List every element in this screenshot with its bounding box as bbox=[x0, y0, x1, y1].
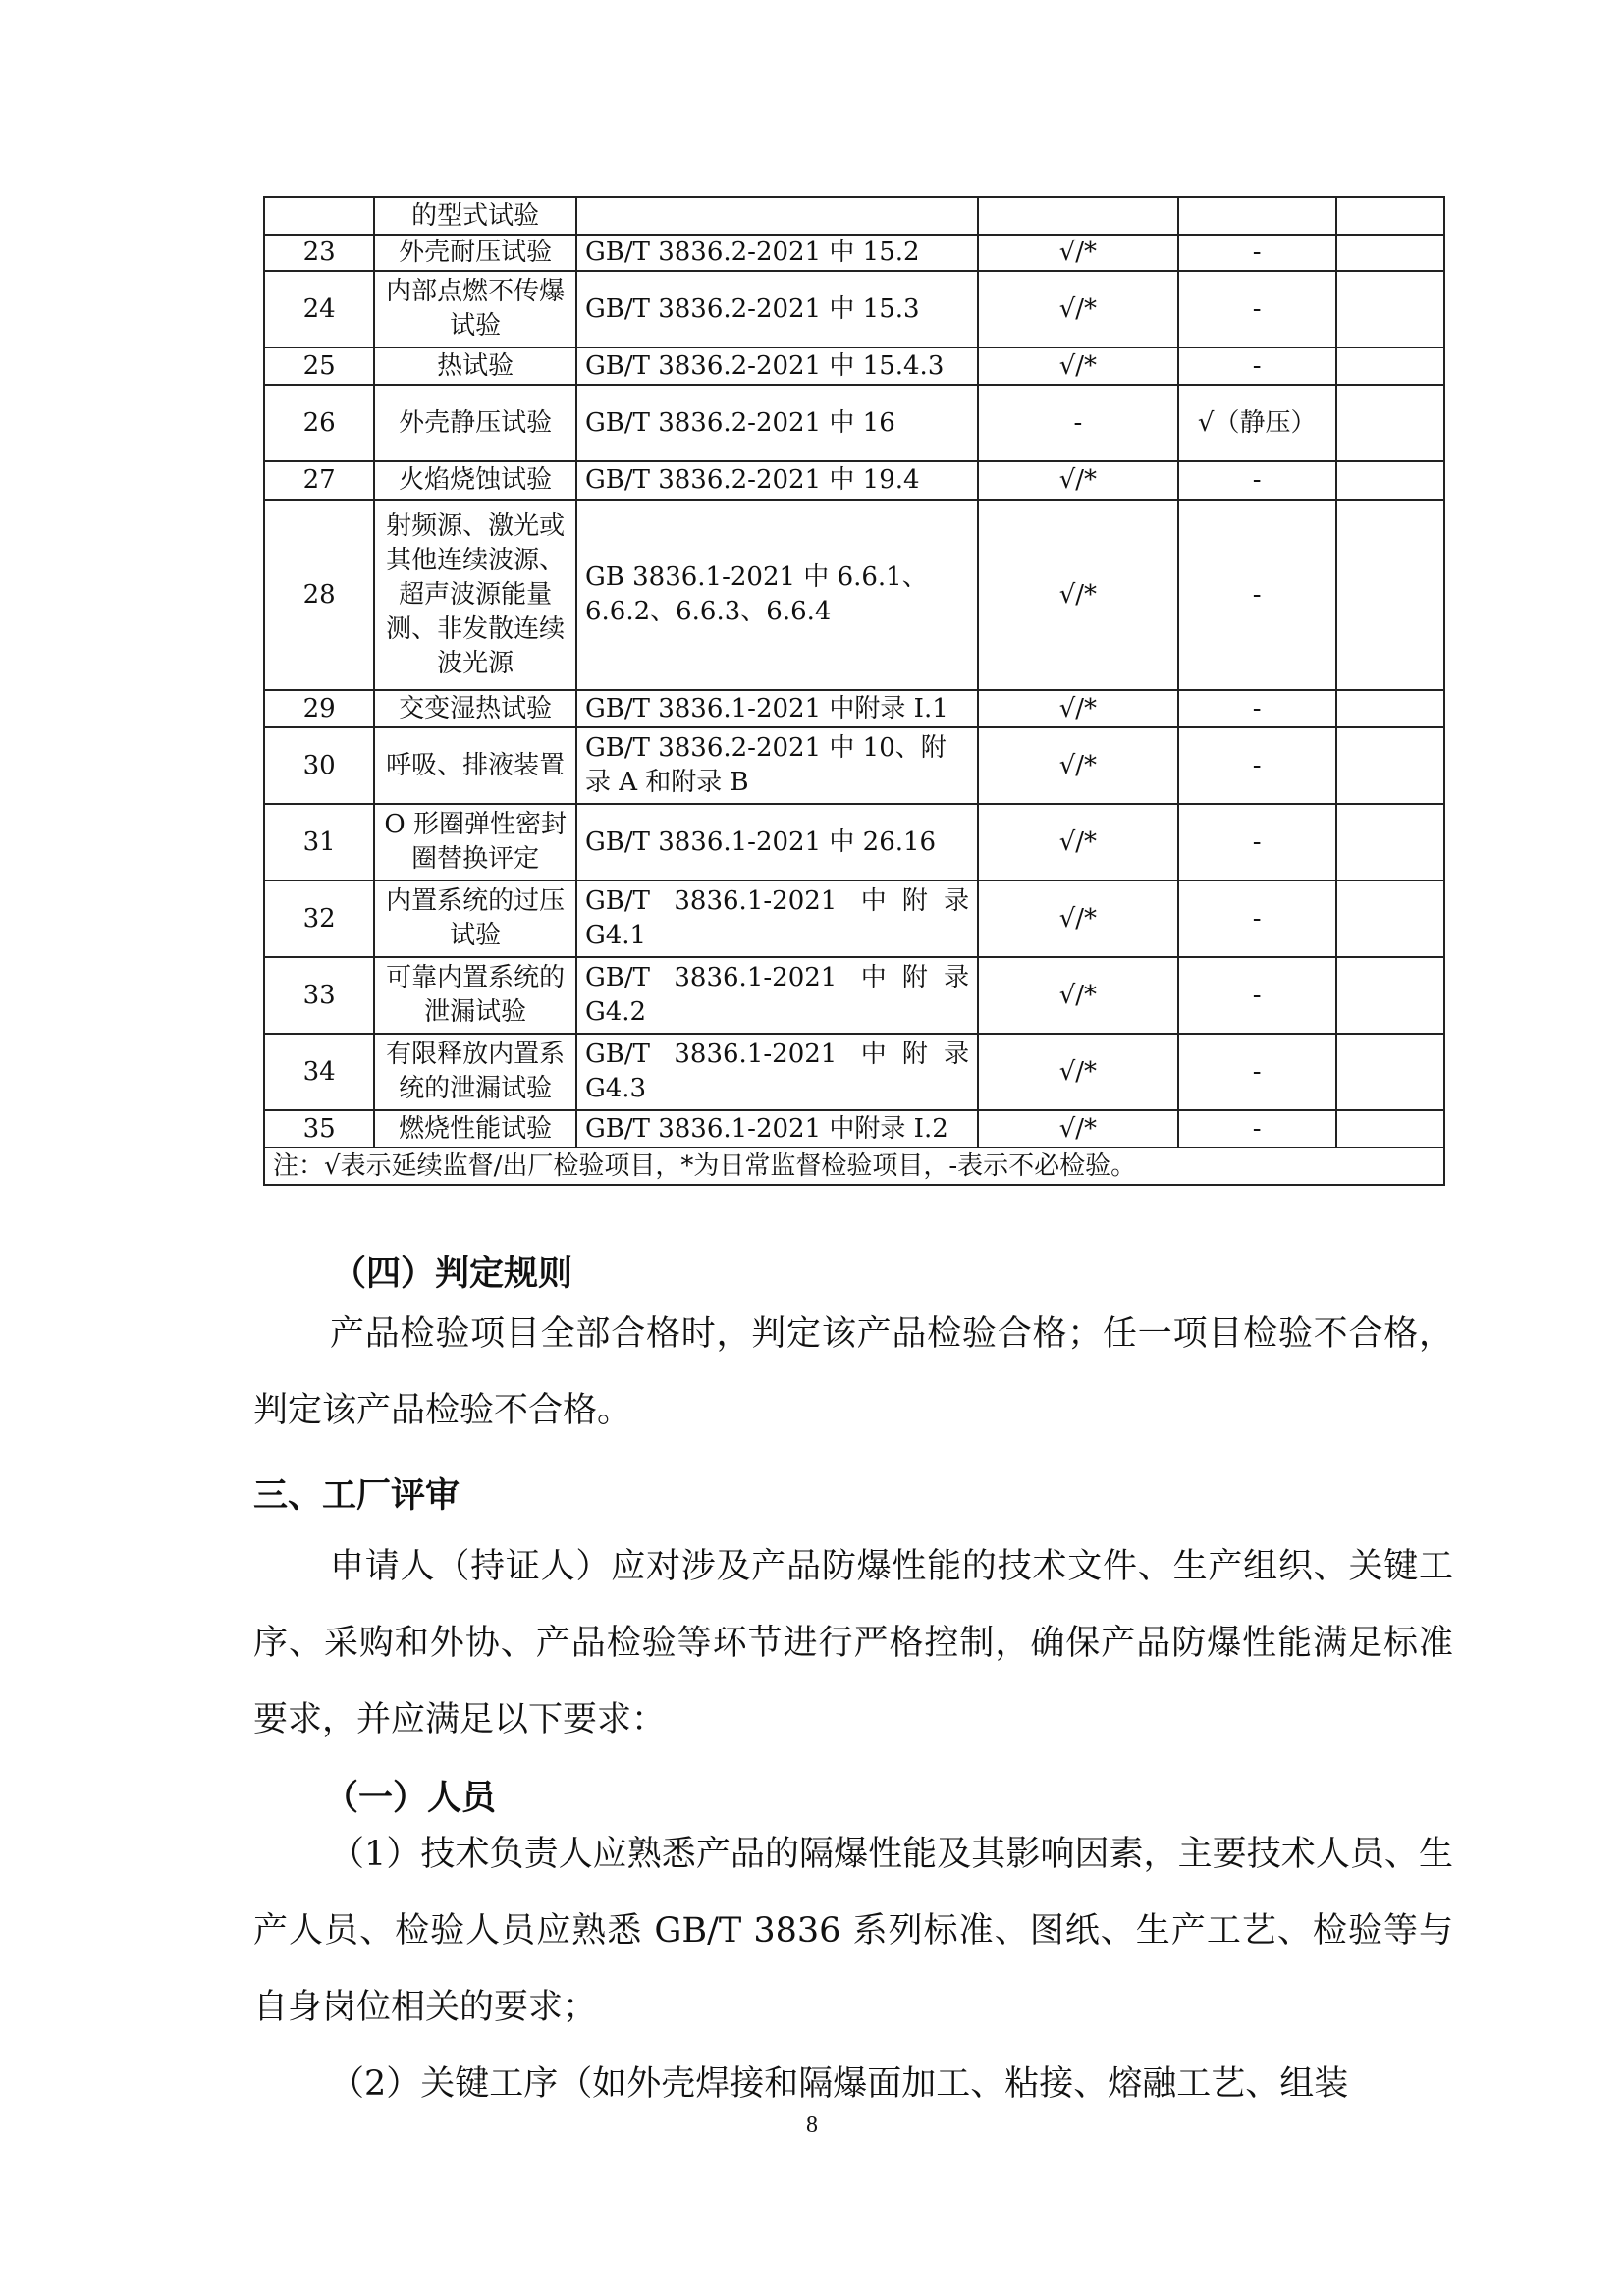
row-number: 32 bbox=[264, 881, 374, 957]
supervision-mark: √/* bbox=[978, 271, 1178, 347]
table-note: 注：√表示延续监督/出厂检验项目，*为日常监督检验项目，-表示不必检验。 bbox=[264, 1148, 1444, 1185]
test-item: 可靠内置系统的泄漏试验 bbox=[374, 957, 576, 1034]
static-pressure-mark: - bbox=[1178, 500, 1336, 690]
empty-cell bbox=[1336, 881, 1444, 957]
static-pressure-mark: - bbox=[1178, 1110, 1336, 1148]
supervision-mark: √/* bbox=[978, 347, 1178, 385]
test-standard: GB/T 3836.2-2021 中 10、附录 A 和附录 B bbox=[576, 727, 978, 804]
table-row bbox=[264, 197, 1444, 235]
table-row bbox=[264, 385, 1444, 461]
row-number: 31 bbox=[264, 804, 374, 881]
table-row bbox=[264, 804, 1444, 881]
empty-cell bbox=[1336, 271, 1444, 347]
supervision-mark bbox=[978, 197, 1178, 235]
static-pressure-mark: - bbox=[1178, 461, 1336, 500]
supervision-mark: √/* bbox=[978, 500, 1178, 690]
static-pressure-mark: - bbox=[1178, 1034, 1336, 1110]
supervision-mark: √/* bbox=[978, 690, 1178, 727]
static-pressure-mark: - bbox=[1178, 957, 1336, 1034]
table-row bbox=[264, 957, 1444, 1034]
table-note-row bbox=[264, 1148, 1444, 1185]
supervision-mark: √/* bbox=[978, 804, 1178, 881]
row-number bbox=[264, 197, 374, 235]
test-standard: GB/T 3836.2-2021 中 15.4.3 bbox=[576, 347, 978, 385]
test-standard bbox=[576, 197, 978, 235]
empty-cell bbox=[1336, 347, 1444, 385]
static-pressure-mark: - bbox=[1178, 727, 1336, 804]
row-number: 30 bbox=[264, 727, 374, 804]
row-number: 23 bbox=[264, 235, 374, 271]
empty-cell bbox=[1336, 1034, 1444, 1110]
table-row bbox=[264, 1110, 1444, 1148]
static-pressure-mark: - bbox=[1178, 881, 1336, 957]
table-row bbox=[264, 347, 1444, 385]
test-item: 火焰烧蚀试验 bbox=[374, 461, 576, 500]
table-row bbox=[264, 271, 1444, 347]
test-item: 外壳耐压试验 bbox=[374, 235, 576, 271]
empty-cell bbox=[1336, 1110, 1444, 1148]
page-number: 8 bbox=[806, 2112, 818, 2138]
test-item: 有限释放内置系统的泄漏试验 bbox=[374, 1034, 576, 1110]
empty-cell bbox=[1336, 727, 1444, 804]
empty-cell bbox=[1336, 804, 1444, 881]
empty-cell bbox=[1336, 500, 1444, 690]
judgment-rules-paragraph: 产品检验项目全部合格时，判定该产品检验合格；任一项目检验不合格，判定该产品检验不合格。 bbox=[253, 1314, 1453, 1430]
supervision-mark: √/* bbox=[978, 461, 1178, 500]
test-item: 的型式试验 bbox=[374, 197, 576, 235]
static-pressure-mark: - bbox=[1178, 804, 1336, 881]
personnel-item-2: （2）关键工序（如外壳焊接和隔爆面加工、粘接、熔融工艺、组装 bbox=[330, 2064, 1349, 2104]
test-item: 外壳静压试验 bbox=[374, 385, 576, 461]
static-pressure-mark: √（静压） bbox=[1178, 385, 1336, 461]
empty-cell bbox=[1336, 690, 1444, 727]
test-item: 内置系统的过压试验 bbox=[374, 881, 576, 957]
test-standard: GB/T 3836.1-2021 中附录 I.2 bbox=[576, 1110, 978, 1148]
empty-cell bbox=[1336, 385, 1444, 461]
static-pressure-mark: - bbox=[1178, 235, 1336, 271]
empty-cell bbox=[1336, 235, 1444, 271]
test-standard: GB/T 3836.2-2021 中 16 bbox=[576, 385, 978, 461]
table-row bbox=[264, 1034, 1444, 1110]
row-number: 34 bbox=[264, 1034, 374, 1110]
row-number: 24 bbox=[264, 271, 374, 347]
test-item: 呼吸、排液装置 bbox=[374, 727, 576, 804]
row-number: 27 bbox=[264, 461, 374, 500]
inspection-items-table bbox=[263, 196, 1445, 1186]
row-number: 29 bbox=[264, 690, 374, 727]
section-heading-judgment-rules: （四）判定规则 bbox=[332, 1255, 573, 1294]
table-row bbox=[264, 461, 1444, 500]
supervision-mark: √/* bbox=[978, 235, 1178, 271]
test-item: 内部点燃不传爆试验 bbox=[374, 271, 576, 347]
supervision-mark: √/* bbox=[978, 1110, 1178, 1148]
test-standard: GB/T 3836.1-2021 中附录 G4.3 bbox=[576, 1034, 978, 1110]
table-row bbox=[264, 690, 1444, 727]
test-standard: GB/T 3836.2-2021 中 19.4 bbox=[576, 461, 978, 500]
row-number: 25 bbox=[264, 347, 374, 385]
table-row bbox=[264, 881, 1444, 957]
test-standard: GB 3836.1-2021 中 6.6.1、6.6.2、6.6.3、6.6.4 bbox=[576, 500, 978, 690]
supervision-mark: - bbox=[978, 385, 1178, 461]
test-standard: GB/T 3836.1-2021 中附录 G4.1 bbox=[576, 881, 978, 957]
supervision-mark: √/* bbox=[978, 957, 1178, 1034]
test-item: 射频源、激光或其他连续波源、超声波源能量测、非发散连续波光源 bbox=[374, 500, 576, 690]
section-heading-factory-review: 三、工厂评审 bbox=[253, 1476, 460, 1516]
test-standard: GB/T 3836.2-2021 中 15.3 bbox=[576, 271, 978, 347]
test-item: 燃烧性能试验 bbox=[374, 1110, 576, 1148]
table-row bbox=[264, 727, 1444, 804]
row-number: 26 bbox=[264, 385, 374, 461]
test-standard: GB/T 3836.1-2021 中附录 G4.2 bbox=[576, 957, 978, 1034]
static-pressure-mark bbox=[1178, 197, 1336, 235]
test-item: 交变湿热试验 bbox=[374, 690, 576, 727]
personnel-item-1: （1）技术负责人应熟悉产品的隔爆性能及其影响因素，主要技术人员、生产人员、检验人员应熟悉 GB/T 3836 系列标准、图纸、生产工艺、检验等与自身岗位相关的要求； bbox=[253, 1835, 1453, 2027]
row-number: 33 bbox=[264, 957, 374, 1034]
empty-cell bbox=[1336, 461, 1444, 500]
test-standard: GB/T 3836.1-2021 中 26.16 bbox=[576, 804, 978, 881]
row-number: 35 bbox=[264, 1110, 374, 1148]
test-standard: GB/T 3836.2-2021 中 15.2 bbox=[576, 235, 978, 271]
empty-cell bbox=[1336, 197, 1444, 235]
static-pressure-mark: - bbox=[1178, 271, 1336, 347]
subsection-heading-personnel: （一）人员 bbox=[324, 1779, 497, 1818]
table-row bbox=[264, 500, 1444, 690]
supervision-mark: √/* bbox=[978, 1034, 1178, 1110]
supervision-mark: √/* bbox=[978, 727, 1178, 804]
empty-cell bbox=[1336, 957, 1444, 1034]
test-standard: GB/T 3836.1-2021 中附录 I.1 bbox=[576, 690, 978, 727]
row-number: 28 bbox=[264, 500, 374, 690]
supervision-mark: √/* bbox=[978, 881, 1178, 957]
table-row bbox=[264, 235, 1444, 271]
static-pressure-mark: - bbox=[1178, 347, 1336, 385]
test-item: O 形圈弹性密封圈替换评定 bbox=[374, 804, 576, 881]
test-item: 热试验 bbox=[374, 347, 576, 385]
static-pressure-mark: - bbox=[1178, 690, 1336, 727]
factory-review-paragraph: 申请人（持证人）应对涉及产品防爆性能的技术文件、生产组织、关键工序、采购和外协、产品检验等环节进行严格控制，确保产品防爆性能满足标准要求，并应满足以下要求： bbox=[253, 1547, 1453, 1739]
